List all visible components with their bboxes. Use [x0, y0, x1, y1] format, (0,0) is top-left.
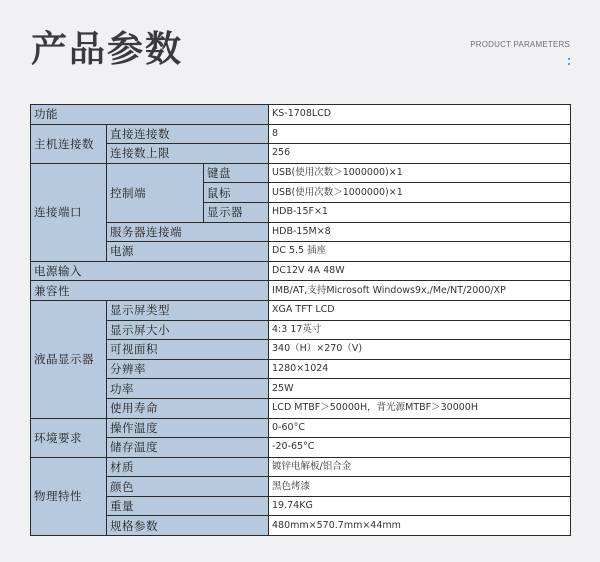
row-value: -20-65°C: [269, 438, 571, 458]
row-value: 镀锌电解板/铝合金: [269, 457, 571, 477]
row-label: 功率: [107, 379, 269, 399]
group-label: 液晶显示器: [31, 300, 107, 418]
table-row: [31, 300, 571, 320]
table-row: [31, 398, 571, 418]
row-label: 服务器连接端: [107, 222, 269, 242]
row-value: DC12V 4A 48W: [269, 261, 571, 281]
row-label: 颜色: [107, 477, 269, 497]
row-value: 4:3 17英寸: [269, 320, 571, 340]
row-label: 操作温度: [107, 418, 269, 438]
page-subtitle: PRODUCT PARAMETERS: [470, 40, 570, 49]
table-row: [31, 124, 571, 144]
row-value: 黑色烤漆: [269, 477, 571, 497]
table-row: [31, 516, 571, 536]
row-label: 重量: [107, 496, 269, 516]
table-row: [31, 359, 571, 379]
row-label: 显示屏类型: [107, 300, 269, 320]
table-row: [31, 496, 571, 516]
row-value: XGA TFT LCD: [269, 300, 571, 320]
table-row: [31, 477, 571, 497]
spec-table: [30, 104, 571, 536]
row-value: 340（H）×270（V): [269, 340, 571, 360]
group-label: 连接端口: [31, 163, 107, 261]
table-row: [31, 261, 571, 281]
row-value: 256: [269, 144, 571, 164]
subgroup-label: 控制端: [107, 163, 204, 222]
row-label: 使用寿命: [107, 398, 269, 418]
row-label: 键盘: [204, 163, 269, 183]
table-row: [31, 320, 571, 340]
row-value: USB(使用次数＞1000000)×1: [269, 183, 571, 203]
row-label: 分辨率: [107, 359, 269, 379]
row-value: IMB/AT,支持Microsoft Windows9x,/Me/NT/2000/XP: [269, 281, 571, 301]
table-row: [31, 105, 571, 125]
row-value: 0-60°C: [269, 418, 571, 438]
row-value: 8: [269, 124, 571, 144]
group-label: 环境要求: [31, 418, 107, 457]
row-value: USB(使用次数＞1000000)×1: [269, 163, 571, 183]
row-value: DC 5.5 插座: [269, 242, 571, 262]
table-row: [31, 438, 571, 458]
row-label: 可视面积: [107, 340, 269, 360]
table-row: [31, 163, 571, 183]
row-value: KS-1708LCD: [269, 105, 571, 125]
row-label: 显示器: [204, 202, 269, 222]
row-value: 19.74KG: [269, 496, 571, 516]
row-label: 兼容性: [31, 281, 269, 301]
row-label: 功能: [31, 105, 269, 125]
table-row: [31, 340, 571, 360]
row-value: HDB-15M×8: [269, 222, 571, 242]
row-value: 480mm×570.7mm×44mm: [269, 516, 571, 536]
row-label: 连接数上限: [107, 144, 269, 164]
row-label: 电源: [107, 242, 269, 262]
table-row: [31, 379, 571, 399]
table-row: [31, 457, 571, 477]
table-row: [31, 144, 571, 164]
row-label: 鼠标: [204, 183, 269, 203]
row-label: 电源输入: [31, 261, 269, 281]
row-value: HDB-15F×1: [269, 202, 571, 222]
table-row: [31, 418, 571, 438]
row-value: 1280×1024: [269, 359, 571, 379]
row-label: 直接连接数: [107, 124, 269, 144]
group-label: 物理特性: [31, 457, 107, 535]
table-row: [31, 222, 571, 242]
decorative-dots-icon: [568, 58, 570, 65]
group-label: 主机连接数: [31, 124, 107, 163]
table-row: [31, 281, 571, 301]
row-label: 规格参数: [107, 516, 269, 536]
page-title: 产品参数: [31, 29, 184, 70]
page-header: [0, 0, 600, 100]
row-label: 显示屏大小: [107, 320, 269, 340]
row-value: LCD MTBF＞50000H，背光源MTBF＞30000H: [269, 398, 571, 418]
table-row: [31, 242, 571, 262]
row-label: 储存温度: [107, 438, 269, 458]
row-value: 25W: [269, 379, 571, 399]
row-label: 材质: [107, 457, 269, 477]
